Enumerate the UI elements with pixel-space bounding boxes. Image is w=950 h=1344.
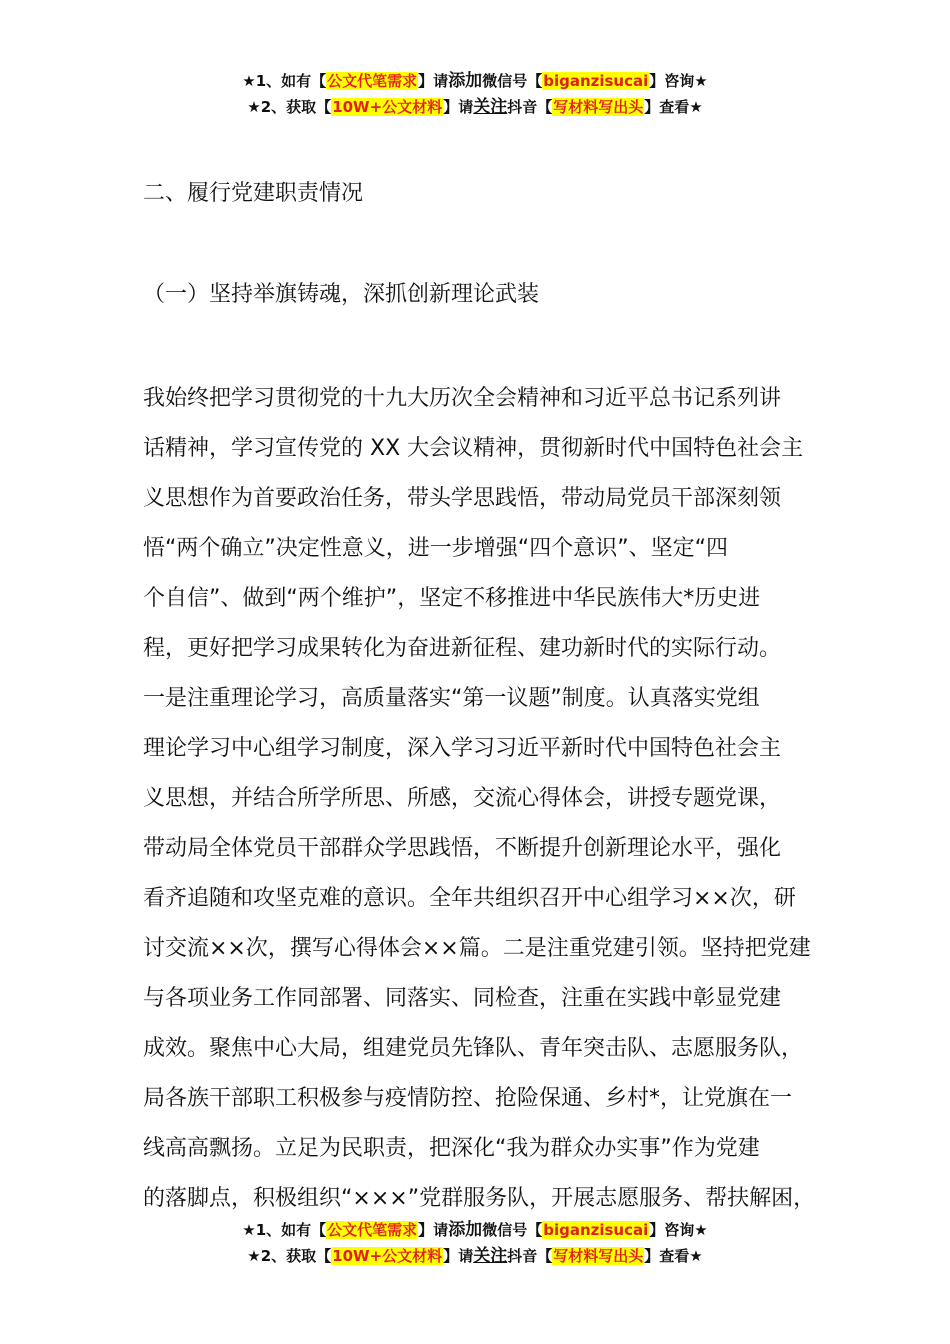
body-line: 程，更好把学习成果转化为奋进新征程、建功新时代的实际行动。	[143, 636, 782, 661]
section-heading: 二、履行党建职责情况	[143, 181, 364, 206]
body-line: 与各项业务工作同部署、同落实、同检查，注重在实践中彰显党建	[143, 986, 782, 1011]
douyin-account: 写材料写出头	[553, 1247, 644, 1265]
banner-text: 】请	[443, 98, 474, 116]
banner-line-2	[0, 94, 950, 120]
banner-text: 】咨询★	[649, 72, 708, 90]
body-line: 成效。聚焦中心大局，组建党员先锋队、青年突击队、志愿服务队，	[143, 1036, 804, 1061]
banner-text: 】请	[443, 1247, 474, 1265]
banner-text: 】查看★	[644, 98, 703, 116]
banner-line-1	[0, 1217, 950, 1243]
highlight-text: 公文代笔需求	[327, 72, 418, 90]
subsection-heading: （一）坚持举旗铸魂，深抓创新理论武装	[143, 282, 540, 307]
body-line: 悟“两个确立”决定性意义，进一步增强“四个意识”、坚定“四	[143, 536, 728, 561]
body-line: 线高高飘扬。立足为民职责，把深化“我为群众办实事”作为党建	[143, 1136, 760, 1161]
highlight-text: 10W+公文材料	[332, 98, 443, 116]
banner-line-1	[0, 68, 950, 94]
banner-text: 微信号【	[482, 1221, 543, 1239]
top-banner	[0, 68, 950, 120]
banner-text: 】请	[418, 72, 449, 90]
banner-text: ★1、如有【	[242, 1221, 327, 1239]
banner-text: 微信号【	[482, 72, 543, 90]
body-line: 局各族干部职工积极参与疫情防控、抢险保通、乡村*，让党旗在一	[143, 1086, 793, 1111]
wechat-id: biganzisucai	[543, 72, 649, 90]
banner-line-2	[0, 1243, 950, 1269]
banner-text: ★1、如有【	[242, 72, 327, 90]
body-line: 理论学习中心组学习制度，深入学习习近平新时代中国特色社会主	[143, 736, 782, 761]
douyin-account: 写材料写出头	[553, 98, 644, 116]
banner-text: ★2、获取【	[247, 98, 332, 116]
banner-text: 】请	[418, 1221, 449, 1239]
banner-text: 抖音【	[507, 98, 553, 116]
body-line: 个自信”、做到“两个维护”，坚定不移推进中华民族伟大*历史进	[143, 586, 761, 611]
body-line: 带动局全体党员干部群众学思践悟，不断提升创新理论水平，强化	[143, 836, 782, 861]
banner-text: 】查看★	[644, 1247, 703, 1265]
emphasis-text: 添加	[448, 1220, 483, 1240]
body-line: 一是注重理论学习，高质量落实“第一议题”制度。认真落实党组	[143, 686, 760, 711]
bottom-banner	[0, 1217, 950, 1269]
body-line: 看齐追随和攻坚克难的意识。全年共组织召开中心组学习××次，研	[143, 886, 796, 911]
emphasis-text: 关注	[473, 1246, 508, 1266]
wechat-id: biganzisucai	[543, 1221, 649, 1239]
banner-text: 】咨询★	[649, 1221, 708, 1239]
body-line: 的落脚点，积极组织“×××”党群服务队，开展志愿服务、帮扶解困，	[143, 1186, 816, 1211]
emphasis-text: 关注	[473, 97, 508, 117]
emphasis-text: 添加	[448, 71, 483, 91]
banner-text: ★2、获取【	[247, 1247, 332, 1265]
body-line: 讨交流××次，撰写心得体会××篇。二是注重党建引领。坚持把党建	[143, 936, 811, 961]
body-line: 义思想，并结合所学所思、所感，交流心得体会，讲授专题党课，	[143, 786, 782, 811]
banner-text: 抖音【	[507, 1247, 553, 1265]
body-line: 我始终把学习贯彻党的十九大历次全会精神和习近平总书记系列讲	[143, 386, 782, 411]
highlight-text: 公文代笔需求	[327, 1221, 418, 1239]
body-text	[143, 374, 843, 1224]
highlight-text: 10W+公文材料	[332, 1247, 443, 1265]
body-line: 义思想作为首要政治任务，带头学思践悟，带动局党员干部深刻领	[143, 486, 782, 511]
body-line: 话精神，学习宣传党的 XX 大会议精神，贯彻新时代中国特色社会主	[143, 436, 804, 461]
